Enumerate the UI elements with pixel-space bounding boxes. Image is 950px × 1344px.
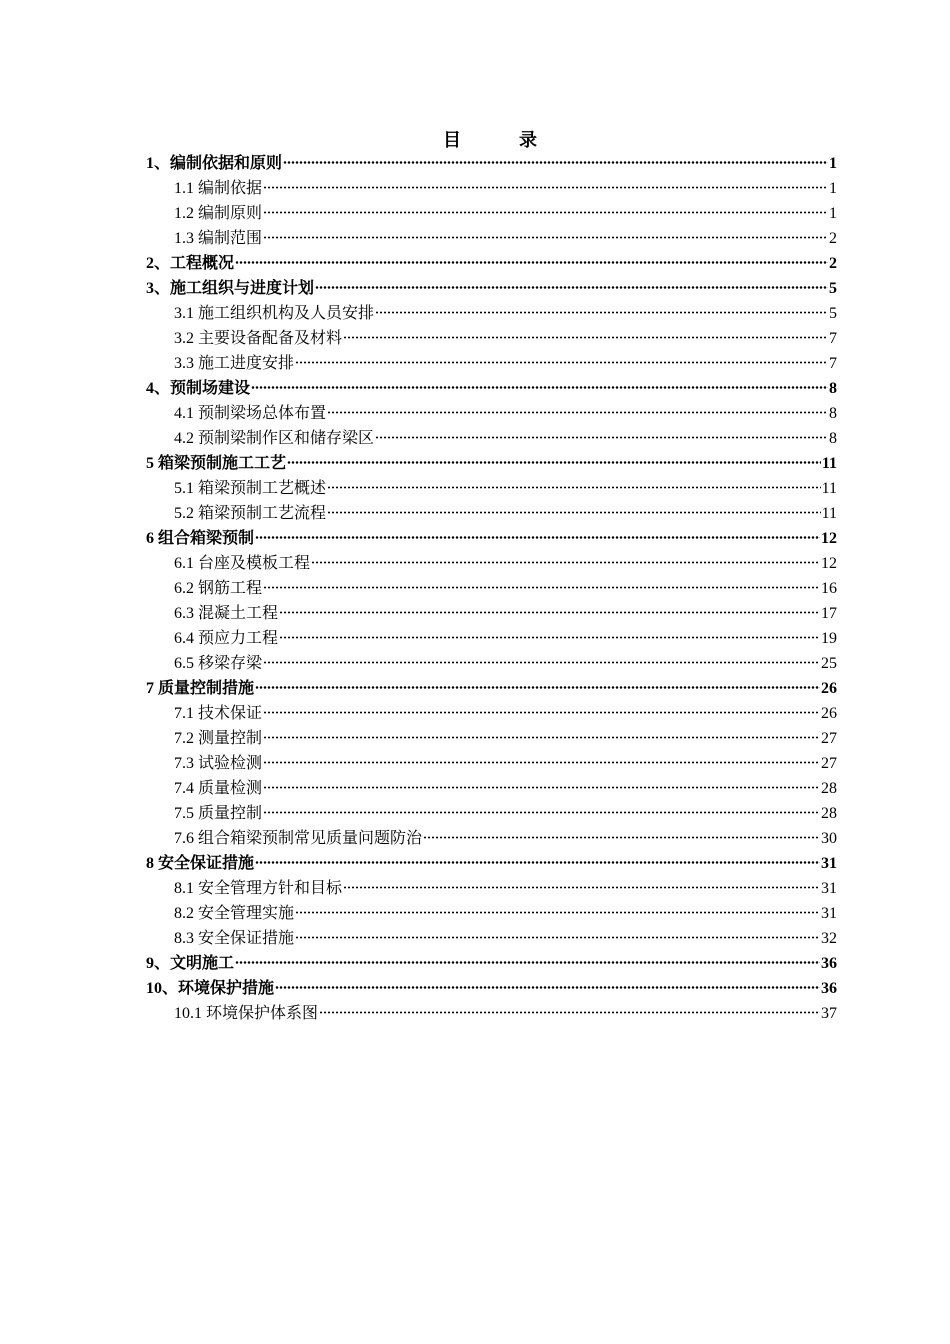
toc-entry-label: 7.6 组合箱梁预制常见质量问题防治 — [174, 830, 423, 847]
toc-entry-label: 1.3 编制范围 — [174, 230, 263, 247]
toc-entry-label: 6.5 移梁存梁 — [174, 655, 263, 672]
toc-entry-label: 8 安全保证措施 — [146, 855, 255, 872]
toc-entry-page-number: 1 — [829, 205, 837, 222]
toc-entry-label: 7.3 试验检测 — [174, 755, 263, 772]
dot-leader — [255, 536, 820, 539]
dot-leader — [311, 561, 820, 564]
toc-subsection-entry[interactable] — [146, 701, 837, 726]
toc-entry-page-number: 30 — [821, 830, 837, 847]
toc-entry-label: 3.3 施工进度安排 — [174, 355, 295, 372]
dot-leader — [343, 886, 820, 889]
toc-title-left: 目 — [443, 130, 461, 150]
toc-entry-label: 10.1 环境保护体系图 — [174, 1005, 319, 1022]
dot-leader — [327, 411, 828, 414]
toc-subsection-entry[interactable] — [146, 351, 837, 376]
toc-entry-page-number: 26 — [821, 705, 837, 722]
toc-entry-page-number: 26 — [821, 680, 837, 697]
toc-subsection-entry[interactable] — [146, 476, 837, 501]
toc-entry-label: 3.2 主要设备配备及材料 — [174, 330, 343, 347]
toc-entry-page-number: 2 — [829, 255, 837, 272]
toc-entry-label: 4.1 预制梁场总体布置 — [174, 405, 327, 422]
toc-entry-page-number: 1 — [829, 155, 837, 172]
toc-entry-page-number: 16 — [821, 580, 837, 597]
toc-entry-label: 6.2 钢筋工程 — [174, 580, 263, 597]
toc-section-entry[interactable] — [146, 976, 837, 1001]
dot-leader — [251, 386, 828, 389]
toc-entry-page-number: 12 — [821, 555, 837, 572]
toc-subsection-entry[interactable] — [146, 901, 837, 926]
dot-leader — [263, 211, 828, 214]
dot-leader — [235, 961, 820, 964]
toc-entry-label: 8.1 安全管理方针和目标 — [174, 880, 343, 897]
toc-entry-page-number: 5 — [829, 305, 837, 322]
toc-entry-page-number: 7 — [829, 355, 837, 372]
dot-leader — [263, 661, 820, 664]
toc-subsection-entry[interactable] — [146, 726, 837, 751]
toc-entry-label: 7.5 质量控制 — [174, 805, 263, 822]
toc-entry-label: 1.2 编制原则 — [174, 205, 263, 222]
toc-entry-page-number: 8 — [829, 405, 837, 422]
toc-entry-page-number: 31 — [821, 880, 837, 897]
toc-subsection-entry[interactable] — [146, 301, 837, 326]
dot-leader — [263, 811, 820, 814]
toc-entry-page-number: 7 — [829, 330, 837, 347]
toc-subsection-entry[interactable] — [146, 201, 837, 226]
dot-leader — [327, 511, 821, 514]
toc-subsection-entry[interactable] — [146, 751, 837, 776]
toc-entry-label: 2、工程概况 — [146, 255, 235, 272]
toc-entry-page-number: 12 — [821, 530, 837, 547]
toc-section-entry[interactable] — [146, 451, 837, 476]
toc-section-entry[interactable] — [146, 376, 837, 401]
toc-entry-page-number: 37 — [821, 1005, 837, 1022]
toc-entry-label: 8.2 安全管理实施 — [174, 905, 295, 922]
dot-leader — [263, 711, 820, 714]
toc-entry-label: 6 组合箱梁预制 — [146, 530, 255, 547]
toc-subsection-entry[interactable] — [146, 501, 837, 526]
toc-subsection-entry[interactable] — [146, 326, 837, 351]
toc-entry-page-number: 17 — [821, 605, 837, 622]
toc-entry-label: 4.2 预制梁制作区和储存梁区 — [174, 430, 375, 447]
toc-entry-label: 4、预制场建设 — [146, 380, 251, 397]
toc-title-right: 录 — [519, 130, 537, 150]
dot-leader — [423, 836, 820, 839]
toc-subsection-entry[interactable] — [146, 626, 837, 651]
toc-entry-page-number: 5 — [829, 280, 837, 297]
toc-section-entry[interactable] — [146, 276, 837, 301]
dot-leader — [255, 686, 820, 689]
toc-subsection-entry[interactable] — [146, 551, 837, 576]
dot-leader — [263, 586, 820, 589]
toc-entry-label: 5.1 箱梁预制工艺概述 — [174, 480, 327, 497]
toc-entry-label: 3.1 施工组织机构及人员安排 — [174, 305, 375, 322]
toc-subsection-entry[interactable] — [146, 176, 837, 201]
toc-entry-page-number: 27 — [821, 730, 837, 747]
dot-leader — [315, 286, 828, 289]
toc-entry-page-number: 28 — [821, 805, 837, 822]
toc-entry-page-number: 19 — [821, 630, 837, 647]
toc-entry-label: 9、文明施工 — [146, 955, 235, 972]
toc-entry-page-number: 36 — [821, 955, 837, 972]
dot-leader — [287, 461, 821, 464]
toc-entry-label: 6.3 混凝土工程 — [174, 605, 279, 622]
dot-leader — [319, 1011, 820, 1014]
toc-entry-page-number: 31 — [821, 905, 837, 922]
toc-entry-label: 10、环境保护措施 — [146, 980, 275, 997]
toc-section-entry[interactable] — [146, 676, 837, 701]
toc-subsection-entry[interactable] — [146, 776, 837, 801]
dot-leader — [255, 861, 820, 864]
dot-leader — [279, 636, 820, 639]
toc-entry-label: 8.3 安全保证措施 — [174, 930, 295, 947]
dot-leader — [279, 611, 820, 614]
toc-subsection-entry[interactable] — [146, 801, 837, 826]
toc-entry-page-number: 11 — [821, 455, 837, 472]
toc-entry-label: 7.2 测量控制 — [174, 730, 263, 747]
toc-section-entry[interactable] — [146, 151, 837, 176]
toc-subsection-entry[interactable] — [146, 826, 837, 851]
toc-subsection-entry[interactable] — [146, 401, 837, 426]
toc-entry-page-number: 31 — [821, 855, 837, 872]
dot-leader — [295, 911, 820, 914]
toc-subsection-entry[interactable] — [146, 426, 837, 451]
dot-leader — [375, 311, 828, 314]
toc-entry-page-number: 8 — [829, 430, 837, 447]
toc-subsection-entry[interactable] — [146, 651, 837, 676]
dot-leader — [263, 186, 828, 189]
toc-entry-page-number: 11 — [821, 505, 837, 522]
toc-entry-label: 7.1 技术保证 — [174, 705, 263, 722]
toc-entry-label: 6.1 台座及模板工程 — [174, 555, 311, 572]
dot-leader — [295, 361, 828, 364]
toc-entry-label: 7 质量控制措施 — [146, 680, 255, 697]
toc-entry-label: 1、编制依据和原则 — [146, 155, 283, 172]
dot-leader — [263, 761, 820, 764]
dot-leader — [343, 336, 828, 339]
toc-entry-page-number: 32 — [821, 930, 837, 947]
toc-entry-label: 7.4 质量检测 — [174, 780, 263, 797]
dot-leader — [327, 486, 821, 489]
table-of-contents — [146, 151, 837, 1026]
dot-leader — [235, 261, 828, 264]
toc-entry-label: 6.4 预应力工程 — [174, 630, 279, 647]
dot-leader — [275, 986, 820, 989]
toc-entry-label: 3、施工组织与进度计划 — [146, 280, 315, 297]
toc-entry-page-number: 11 — [821, 480, 837, 497]
toc-section-entry[interactable] — [146, 251, 837, 276]
toc-subsection-entry[interactable] — [146, 926, 837, 951]
dot-leader — [263, 786, 820, 789]
toc-title — [0, 126, 950, 152]
dot-leader — [375, 436, 828, 439]
toc-section-entry[interactable] — [146, 951, 837, 976]
dot-leader — [295, 936, 820, 939]
toc-entry-page-number: 36 — [821, 980, 837, 997]
toc-subsection-entry[interactable] — [146, 1001, 837, 1026]
toc-subsection-entry[interactable] — [146, 226, 837, 251]
toc-entry-label: 5.2 箱梁预制工艺流程 — [174, 505, 327, 522]
toc-subsection-entry[interactable] — [146, 876, 837, 901]
toc-entry-page-number: 2 — [829, 230, 837, 247]
toc-entry-page-number: 25 — [821, 655, 837, 672]
toc-entry-page-number: 1 — [829, 180, 837, 197]
toc-entry-page-number: 27 — [821, 755, 837, 772]
toc-entry-page-number: 28 — [821, 780, 837, 797]
toc-section-entry[interactable] — [146, 851, 837, 876]
dot-leader — [283, 161, 828, 164]
toc-entry-label: 1.1 编制依据 — [174, 180, 263, 197]
toc-entry-page-number: 8 — [829, 380, 837, 397]
toc-entry-label: 5 箱梁预制施工工艺 — [146, 455, 287, 472]
dot-leader — [263, 236, 828, 239]
dot-leader — [263, 736, 820, 739]
toc-section-entry[interactable] — [146, 526, 837, 551]
toc-subsection-entry[interactable] — [146, 576, 837, 601]
toc-subsection-entry[interactable] — [146, 601, 837, 626]
